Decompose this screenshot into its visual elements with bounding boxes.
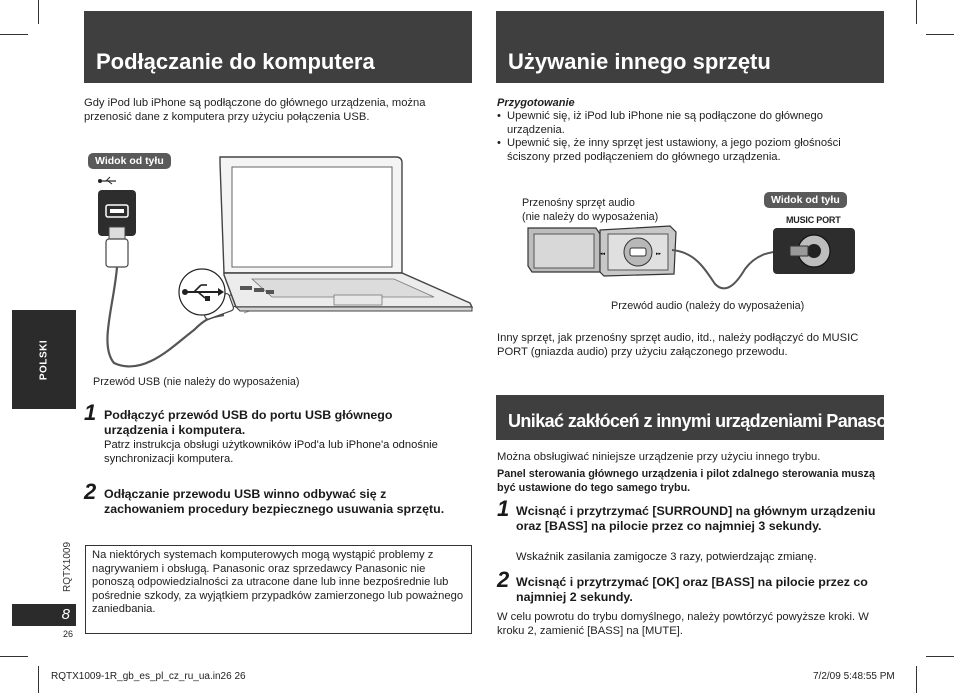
rear-view-label: Widok od tyłu	[88, 153, 171, 169]
section-title: Unikać zakłóceń z innymi urządzeniami Panasonic	[508, 411, 911, 431]
crop-mark	[0, 656, 28, 657]
step-number: 2	[84, 479, 97, 504]
preparation-item: • Upewnić się, iż iPod lub iPhone nie są podłączone do głównego urządzenia.	[497, 110, 882, 137]
note-box: Na niektórych systemach komputerowych mogą wystąpić problemy z nagrywaniem i obsługą. Panasonic oraz sprzedawcy Panasonic nie ponoszą odpowiedzialności za utracone dane lub inne bezpośrednie lub pośrednie szkody, za wyjątkiem przypadków zamierzonego lub poważnego zaniedbania.	[85, 545, 472, 634]
intro-text: Gdy iPod lub iPhone są podłączone do głównego urządzenia, można przenosić dane z komputera przy użyciu połączenia USB.	[84, 97, 426, 123]
svg-text:▸▸: ▸▸	[656, 251, 662, 257]
section-header-other-equipment	[496, 11, 884, 83]
avoid-note: Panel sterowania głównego urządzenia i pilot zdalnego sterowania muszą być ustawione do tego samego trybu.	[497, 468, 875, 494]
audio-cable-caption: Przewód audio (należy do wyposażenia)	[611, 300, 805, 312]
preparation-list	[497, 110, 882, 164]
step-number: 2	[497, 567, 510, 592]
portable-audio-device	[528, 226, 676, 276]
connect-instructions: Inny sprzęt, jak przenośny sprzęt audio, itd., należy podłączyć do MUSIC PORT (gniazda audio) przy użyciu załączonego przewodu.	[497, 332, 859, 358]
usb-cable-caption: Przewód USB (nie należy do wyposażenia)	[93, 376, 300, 388]
language-tab-label: POLSKI	[38, 339, 50, 380]
crop-mark	[0, 34, 28, 35]
section-header-avoid-interference	[496, 395, 911, 440]
step-title: Odłączanie przewodu USB winno odbywać się z zachowaniem procedury bezpiecznego usuwania sprzętu.	[104, 487, 445, 517]
step-title: Podłączyć przewód USB do portu USB głównego urządzenia i komputera.	[104, 408, 393, 438]
portable-audio-caption-line: Przenośny sprzęt audio	[522, 197, 635, 209]
avoid-outro: W celu powrotu do trybu domyślnego, należy powtórzyć powyższe kroki. W kroku 2, zamienić [BASS] na [MUTE].	[497, 611, 869, 637]
crop-mark	[38, 0, 39, 24]
step-detail: Patrz instrukcja obsługi użytkowników iPod'a lub iPhone'a odnośnie synchronizacji komputera.	[104, 439, 438, 465]
doc-code: RQTX1009	[62, 541, 73, 592]
avoid-intro: Można obsługiwać niniejsze urządzenie przy użyciu innego trybu.	[497, 451, 821, 463]
page-number: 8	[12, 604, 76, 626]
step-number: 1	[497, 496, 510, 521]
footer-filename: RQTX1009-1R_gb_es_pl_cz_ru_ua.in26 26	[51, 671, 246, 682]
language-tab	[12, 310, 76, 409]
usb-small-icon	[98, 177, 116, 184]
page-number-small: 26	[63, 629, 74, 639]
usb-plug	[106, 239, 128, 267]
step-title: Wcisnąć i przytrzymać [OK] oraz [BASS] na pilocie przez co najmniej 2 sekundy.	[516, 575, 868, 605]
svg-text:◂◂: ◂◂	[600, 251, 606, 257]
crop-mark	[926, 656, 954, 657]
crop-mark	[916, 666, 917, 693]
usb-connection-illustration	[84, 145, 474, 380]
step-number: 1	[84, 400, 97, 425]
section-header-computer	[84, 11, 472, 83]
step-title: Wcisnąć i przytrzymać [SURROUND] na głównym urządzeniu oraz [BASS] na pilocie przez co najmniej 3 sekundy.	[516, 504, 876, 534]
section-title: Podłączanie do komputera	[96, 49, 375, 74]
music-port-panel	[773, 228, 855, 274]
step-detail: Wskaźnik zasilania zamigocze 3 razy, potwierdzając zmianę.	[516, 551, 817, 563]
portable-audio-caption-line: (nie należy do wyposażenia)	[522, 210, 659, 223]
crop-mark	[926, 34, 954, 35]
laptop-illustration	[220, 157, 472, 311]
music-port-label: MUSIC PORT	[786, 215, 841, 225]
crop-mark	[38, 666, 39, 693]
section-title: Używanie innego sprzętu	[508, 49, 771, 74]
crop-mark	[916, 0, 917, 24]
footer-timestamp: 7/2/09 5:48:55 PM	[813, 671, 895, 682]
rear-view-label: Widok od tyłu	[764, 192, 847, 208]
preparation-item: • Upewnić się, że inny sprzęt jest ustawiony, a jego poziom głośności ściszony przed podłączeniem do głównego urządzenia.	[497, 137, 882, 164]
preparation-title: Przygotowanie	[497, 97, 575, 109]
